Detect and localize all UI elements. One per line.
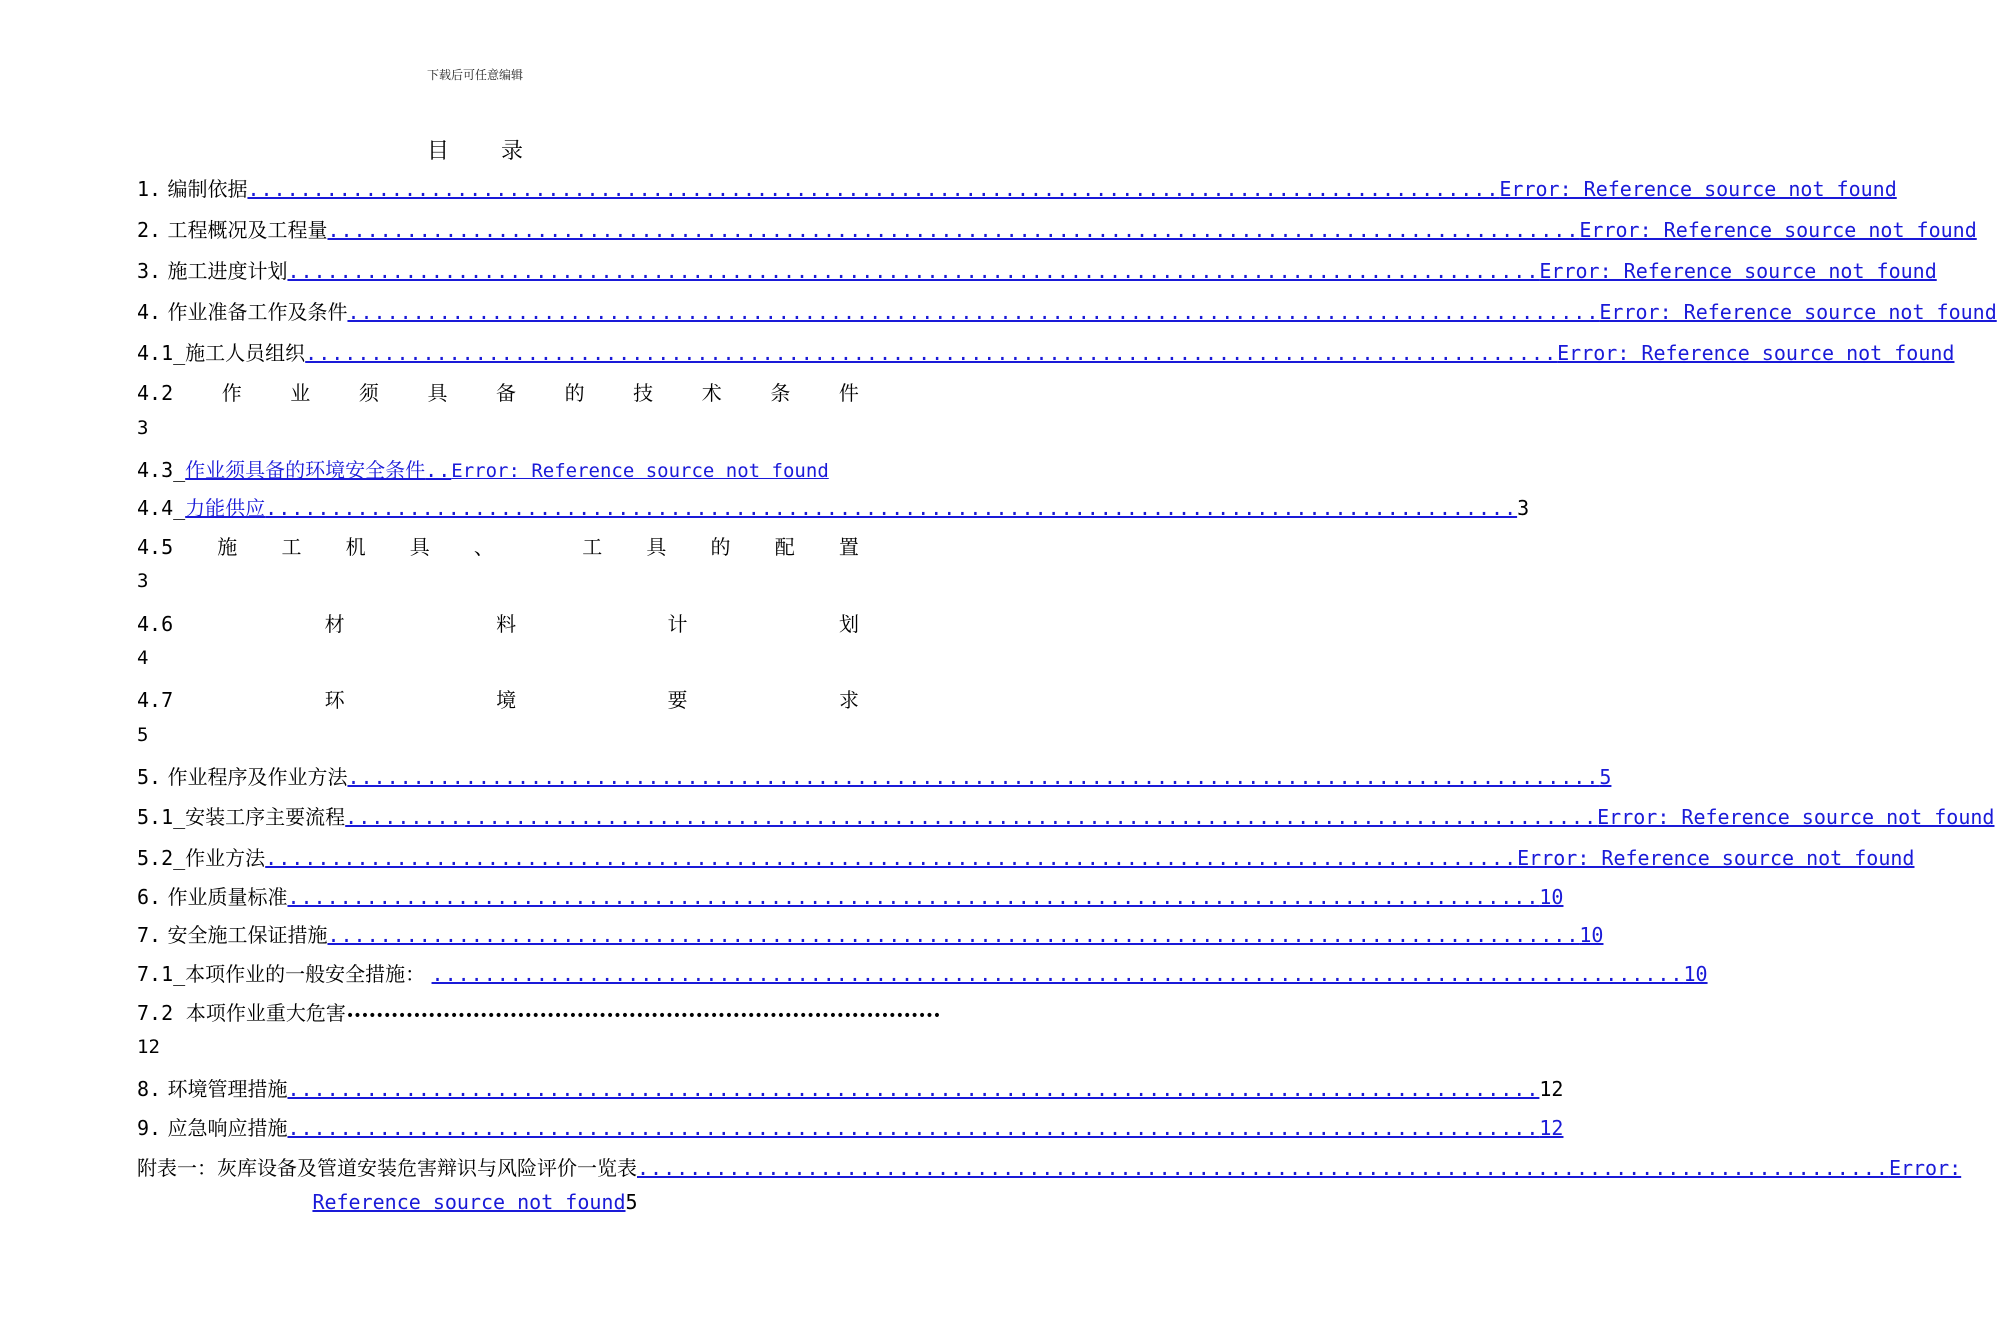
dot-leader: ................................................................................................ xyxy=(327,218,1580,242)
entry-char: 施 xyxy=(217,535,238,559)
dot-leader: ................................................................................................ xyxy=(347,765,1600,789)
entry-text: 工程概况及工程量 xyxy=(167,218,328,242)
entry-number: 3. xyxy=(137,259,162,283)
entry-number: 8. xyxy=(137,1077,162,1101)
entry-number: 4.1_ xyxy=(137,341,186,365)
toc-title: 目录 xyxy=(426,139,575,164)
entry-char: 求 xyxy=(839,688,859,712)
entry-char: 术 xyxy=(701,381,722,405)
entry-number: 7.2 xyxy=(137,1001,174,1025)
toc-entry-1[interactable] xyxy=(137,173,1897,203)
entry-char: 具 xyxy=(427,381,448,405)
entry-char: 配 xyxy=(774,535,795,559)
entry-number: 5.2_ xyxy=(137,846,186,870)
entry-text: 编制依据 xyxy=(167,177,248,201)
dot-leader: ................................................................................................ xyxy=(265,496,1518,520)
entry-char: 材 xyxy=(324,612,345,636)
entry-number: 5.1_ xyxy=(137,805,186,829)
error-reference[interactable]: Error: Reference source not found xyxy=(1579,218,1977,242)
toc-entry-5-1[interactable] xyxy=(137,801,1995,831)
dot-leader: •••••••••••••••••••••••••••••••••••••••••••••••••••••••••••••••••••••••••••••••• xyxy=(345,1008,941,1024)
page-number: 5 xyxy=(137,724,149,746)
toc-entry-4-5[interactable] xyxy=(137,531,859,561)
entry-text: 灰库设备及管道安装危害辩识与风险评价一览表 xyxy=(217,1156,637,1180)
header-note: 下载后可任意编辑 xyxy=(426,68,523,82)
toc-entry-4-4[interactable] xyxy=(137,492,1530,522)
dot-leader: ................................................................................................ xyxy=(287,885,1540,909)
page-number: 5 xyxy=(625,1190,638,1214)
page-number: 3 xyxy=(1517,496,1530,520)
entry-text: 作业准备工作及条件 xyxy=(167,300,348,324)
error-reference[interactable]: Error: Reference source not found xyxy=(1557,341,1955,365)
entry-char: 条 xyxy=(770,381,791,405)
dot-leader: ................................................................................................ xyxy=(345,805,1598,829)
entry-char: 环 xyxy=(324,688,345,712)
entry-number: 2. xyxy=(137,218,162,242)
page-number[interactable]: 5 xyxy=(1599,765,1612,789)
page-number[interactable]: 12 xyxy=(1539,1116,1564,1140)
entry-text: 本项作业重大危害 xyxy=(185,1001,346,1025)
entry-number: 7. xyxy=(137,923,162,947)
entry-char: 业 xyxy=(290,381,311,405)
toc-entry-4[interactable] xyxy=(137,296,1997,326)
entry-char: 备 xyxy=(496,381,517,405)
toc-entry-5-2[interactable] xyxy=(137,842,1915,872)
appendix-continuation[interactable] xyxy=(0,1190,950,1214)
error-reference[interactable]: Error: xyxy=(1888,1156,1962,1180)
entry-char: 机 xyxy=(345,535,366,559)
error-reference[interactable]: Error: Reference source not found xyxy=(1539,259,1937,283)
entry-number: 附表一： xyxy=(137,1156,217,1180)
dot-leader: ................................................................................................ xyxy=(265,846,1518,870)
error-reference[interactable]: Error: Reference source not found xyxy=(1499,177,1897,201)
error-reference[interactable]: Reference source not found xyxy=(312,1190,626,1214)
entry-text: 作业须具备的环境安全条件 xyxy=(185,458,426,482)
dot-leader: ................................................................................................ xyxy=(287,1077,1540,1101)
entry-number: 4. xyxy=(137,300,162,324)
dot-leader: ................................................................................................ xyxy=(287,259,1540,283)
entry-text: 作业质量标准 xyxy=(167,885,288,909)
dot-leader: ................................................................................................ xyxy=(637,1156,1889,1180)
toc-entry-5[interactable] xyxy=(137,761,1612,791)
toc-entry-7-2[interactable] xyxy=(137,997,941,1027)
entry-number: 6. xyxy=(137,885,162,909)
toc-entry-4-2[interactable] xyxy=(137,377,859,407)
toc-entry-9[interactable] xyxy=(137,1112,1564,1142)
dot-leader: ................................................................................................ xyxy=(327,923,1580,947)
entry-text: 施工人员组织 xyxy=(185,341,306,365)
entry-char: 、 xyxy=(473,535,494,559)
entry-number: 4.3_ xyxy=(137,458,186,482)
entry-char: 境 xyxy=(496,688,517,712)
page-number: 4 xyxy=(137,647,149,669)
entry-text: 本项作业的一般安全措施： xyxy=(185,962,426,986)
entry-char: 具 xyxy=(409,535,430,559)
dot-leader: ................................................................................................ xyxy=(347,300,1600,324)
entry-number: 1. xyxy=(137,177,162,201)
entry-char: 计 xyxy=(667,612,688,636)
entry-char: 技 xyxy=(633,381,654,405)
page-number[interactable]: 10 xyxy=(1579,923,1604,947)
error-reference[interactable]: Error: Reference source not found xyxy=(451,460,829,482)
entry-text: 应急响应措施 xyxy=(167,1116,288,1140)
entry-char: 料 xyxy=(496,612,517,636)
toc-entry-3[interactable] xyxy=(137,255,1937,285)
entry-number: 4.5 xyxy=(137,535,174,559)
entry-number: 4.6 xyxy=(137,612,174,636)
entry-char: 件 xyxy=(838,381,859,405)
toc-entry-4-7[interactable] xyxy=(137,684,859,714)
toc-entry-6[interactable] xyxy=(137,881,1564,911)
entry-number: 4.4_ xyxy=(137,496,186,520)
entry-char: 划 xyxy=(839,612,859,636)
entry-number: 9. xyxy=(137,1116,162,1140)
page-number[interactable]: 10 xyxy=(1539,885,1564,909)
dot-leader: ................................................................................................ xyxy=(305,341,1558,365)
entry-char: 工 xyxy=(281,535,302,559)
page-number: 12 xyxy=(137,1036,160,1058)
entry-char: 的 xyxy=(710,535,731,559)
entry-number: 4.7 xyxy=(137,688,174,712)
entry-number: 7.1_ xyxy=(137,962,186,986)
error-reference[interactable]: Error: Reference source not found xyxy=(1599,300,1997,324)
entry-char: 具 xyxy=(646,535,667,559)
toc-entry-4-3[interactable] xyxy=(137,454,859,484)
entry-char: 须 xyxy=(358,381,379,405)
toc-entry-8[interactable] xyxy=(137,1073,1564,1103)
toc-entry-2[interactable] xyxy=(137,214,1977,244)
entry-number: 4.2 xyxy=(137,381,174,405)
dot-leader: .. xyxy=(425,458,452,482)
entry-text: 作业程序及作业方法 xyxy=(167,765,348,789)
entry-char: 工 xyxy=(582,535,603,559)
toc-entry-appendix-1[interactable] xyxy=(137,1152,1962,1182)
entry-number: 5. xyxy=(137,765,162,789)
dot-leader: ................................................................................................ xyxy=(247,177,1500,201)
dot-leader: ................................................................................................ xyxy=(431,962,1684,986)
entry-text: 力能供应 xyxy=(185,496,266,520)
toc-entry-4-6[interactable] xyxy=(137,608,859,638)
entry-text: 环境管理措施 xyxy=(167,1077,288,1101)
page-number[interactable]: 10 xyxy=(1683,962,1708,986)
page-number: 12 xyxy=(1539,1077,1564,1101)
dot-leader: ................................................................................................ xyxy=(287,1116,1540,1140)
entry-char: 作 xyxy=(221,381,242,405)
toc-entry-7-1[interactable] xyxy=(137,958,1708,988)
entry-text: 安全施工保证措施 xyxy=(167,923,328,947)
entry-text: 施工进度计划 xyxy=(167,259,288,283)
page-number: 3 xyxy=(137,417,149,439)
toc-entry-7[interactable] xyxy=(137,919,1604,949)
entry-char: 的 xyxy=(564,381,585,405)
entry-text: 作业方法 xyxy=(185,846,266,870)
entry-char: 置 xyxy=(838,535,859,559)
error-reference[interactable]: Error: Reference source not found xyxy=(1597,805,1995,829)
entry-text: 安装工序主要流程 xyxy=(185,805,346,829)
entry-char: 要 xyxy=(667,688,688,712)
error-reference[interactable]: Error: Reference source not found xyxy=(1517,846,1915,870)
page-number: 3 xyxy=(137,570,149,592)
toc-entry-4-1[interactable] xyxy=(137,337,1955,367)
